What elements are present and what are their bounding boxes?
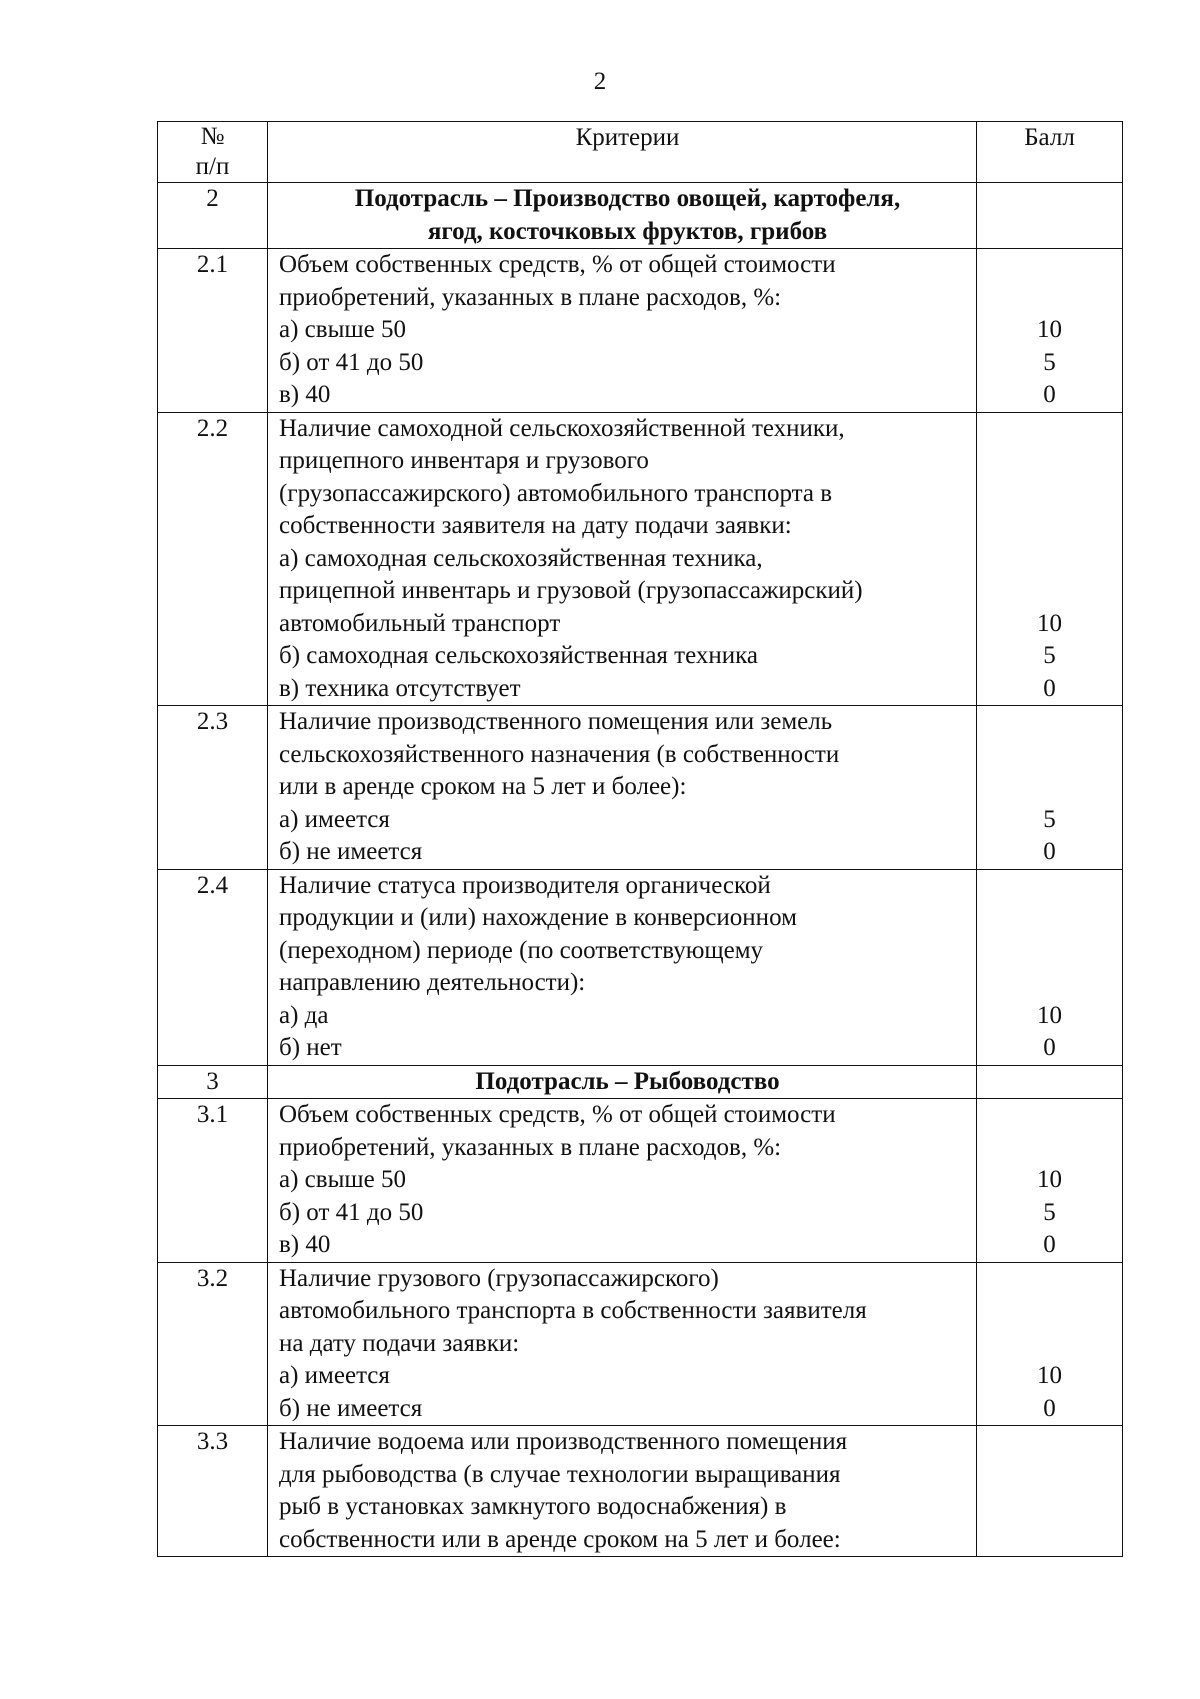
row-number: 3.1 — [158, 1099, 268, 1263]
points-value — [977, 1263, 1122, 1296]
criterion-line: Наличие грузового (грузопассажирского) — [279, 1264, 719, 1292]
points-cell — [977, 869, 1123, 1065]
points-cell — [977, 249, 1123, 413]
table-row — [158, 1426, 1123, 1557]
points-value — [977, 575, 1122, 608]
points-value: 10 — [1037, 1001, 1062, 1029]
points-value: 10 — [1037, 1362, 1062, 1389]
table-row — [158, 249, 1123, 413]
criterion-text — [268, 1262, 977, 1426]
criterion-line: а) свыше 50 — [279, 316, 406, 343]
points-value: 5 — [1043, 642, 1056, 669]
criterion-line: Подотрасль – Рыбоводство — [475, 1067, 780, 1095]
table-row — [158, 706, 1123, 870]
header-num: № п/п — [195, 123, 230, 180]
points-cell — [977, 1065, 1123, 1099]
header-points: Балл — [1024, 124, 1075, 151]
section-row — [158, 1065, 1123, 1099]
criterion-line: б) не имеется — [279, 838, 423, 865]
row-number: 2.1 — [158, 249, 268, 413]
table-row — [158, 1262, 1123, 1426]
points-value — [977, 543, 1122, 576]
criterion-line: приобретений, указанных в плане расходов, %: — [279, 1133, 782, 1161]
points-value — [977, 967, 1122, 1000]
points-cell — [977, 183, 1123, 249]
criterion-line: б) от 41 до 50 — [279, 348, 424, 376]
criteria-table — [157, 121, 1123, 1557]
header-criteria-cell — [268, 122, 977, 183]
criterion-line: Наличие водоема или производственного помещения — [279, 1428, 848, 1455]
points-value: 10 — [1037, 1166, 1062, 1193]
header-criteria: Критерии — [575, 124, 680, 151]
criterion-line: (грузопассажирского) автомобильного транспорта в — [279, 479, 833, 507]
section-row — [158, 183, 1123, 249]
criterion-line: (переходном) периоде (по соответствующему — [279, 936, 764, 964]
points-cell — [977, 412, 1123, 706]
points-value: 0 — [1043, 838, 1056, 865]
criterion-line: автомобильный транспорт — [279, 609, 561, 637]
points-value: 0 — [1043, 1231, 1056, 1258]
points-value: 0 — [1043, 381, 1056, 408]
points-value — [977, 771, 1122, 804]
criterion-line: собственности или в аренде сроком на 5 лет и более: — [279, 1525, 841, 1553]
criterion-line: прицепного инвентаря и грузового — [279, 447, 649, 474]
points-value — [977, 249, 1122, 282]
header-points-cell — [977, 122, 1123, 183]
points-value — [977, 935, 1122, 968]
points-value — [977, 902, 1122, 935]
points-value: 10 — [1037, 609, 1062, 637]
row-number: 2.2 — [158, 412, 268, 706]
row-number: 2.4 — [158, 869, 268, 1065]
points-value — [977, 445, 1122, 478]
points-value — [977, 282, 1122, 315]
points-value: 5 — [1043, 1198, 1056, 1226]
criterion-line: для рыбоводства (в случае технологии выращивания — [279, 1460, 841, 1488]
points-cell — [977, 1262, 1123, 1426]
criterion-line: или в аренде сроком на 5 лет и более): — [279, 773, 687, 800]
criterion-line: продукции и (или) нахождение в конверсионном — [279, 904, 797, 931]
row-number: 3 — [158, 1065, 268, 1099]
criterion-text — [268, 249, 977, 413]
criterion-line: сельскохозяйственного назначения (в собственности — [279, 740, 840, 768]
points-value — [977, 739, 1122, 772]
points-cell — [977, 1426, 1123, 1557]
criterion-line: автомобильного транспорта в собственности заявителя — [279, 1297, 867, 1324]
points-value — [977, 1491, 1122, 1524]
points-value — [977, 1328, 1122, 1361]
points-cell — [977, 706, 1123, 870]
criterion-line: Объем собственных средств, % от общей стоимости — [279, 251, 836, 278]
criterion-text — [268, 706, 977, 870]
criterion-line: а) имеется — [279, 805, 390, 833]
criterion-line: б) самоходная сельскохозяйственная техника — [279, 642, 758, 669]
criterion-line: ягод, косточковых фруктов, грибов — [427, 217, 828, 245]
table-row — [158, 1099, 1123, 1263]
points-value: 0 — [1043, 1034, 1056, 1061]
row-number: 2.3 — [158, 706, 268, 870]
table-header-row — [158, 122, 1123, 183]
criterion-line: в) 40 — [279, 381, 331, 408]
points-value — [977, 870, 1122, 903]
header-num-cell — [158, 122, 268, 183]
criterion-line: в) 40 — [279, 1231, 331, 1258]
points-value: 5 — [1043, 348, 1056, 376]
criterion-text — [268, 869, 977, 1065]
points-value — [977, 706, 1122, 739]
table-row — [158, 869, 1123, 1065]
criterion-line: собственности заявителя на дату подачи заявки: — [279, 512, 792, 539]
criterion-line: в) техника отсутствует — [279, 674, 521, 702]
criterion-line: а) имеется — [279, 1362, 390, 1389]
criterion-text — [268, 412, 977, 706]
criterion-text — [268, 1426, 977, 1557]
criterion-line: приобретений, указанных в плане расходов, %: — [279, 283, 782, 311]
criterion-line: Наличие производственного помещения или земель — [279, 708, 833, 735]
criterion-line: а) да — [279, 1001, 329, 1029]
criterion-text — [268, 1099, 977, 1263]
row-number: 3.2 — [158, 1262, 268, 1426]
points-value — [977, 1426, 1122, 1459]
criterion-line: а) самоходная сельскохозяйственная техника, — [279, 544, 763, 572]
page-number: 2 — [593, 68, 607, 95]
points-value — [977, 510, 1122, 543]
points-value: 0 — [1043, 674, 1056, 702]
criterion-line: прицепной инвентарь и грузовой (грузопассажирский) — [279, 577, 863, 604]
points-value — [977, 1132, 1122, 1165]
points-value — [977, 1099, 1122, 1132]
points-value: 0 — [1043, 1394, 1056, 1422]
criterion-line: б) не имеется — [279, 1394, 423, 1422]
row-number: 2 — [158, 183, 268, 249]
criterion-line: а) свыше 50 — [279, 1166, 406, 1193]
section-title — [268, 1065, 977, 1099]
criterion-line: б) нет — [279, 1034, 342, 1061]
criterion-line: на дату подачи заявки: — [279, 1329, 520, 1357]
criterion-line: направлению деятельности): — [279, 969, 586, 996]
points-value — [977, 1295, 1122, 1328]
criterion-line: рыб в установках замкнутого водоснабжения) в — [279, 1493, 787, 1520]
points-value: 5 — [1043, 805, 1056, 833]
criterion-line: б) от 41 до 50 — [279, 1198, 424, 1226]
criterion-line: Наличие самоходной сельскохозяйственной техники, — [279, 414, 845, 442]
criterion-line: Подотрасль – Производство овощей, картофеля, — [354, 185, 901, 212]
points-value — [977, 478, 1122, 511]
table-row — [158, 412, 1123, 706]
points-value — [977, 1524, 1122, 1557]
row-number: 3.3 — [158, 1426, 268, 1557]
points-value: 10 — [1037, 316, 1062, 343]
points-value — [977, 1459, 1122, 1492]
points-cell — [977, 1099, 1123, 1263]
section-title — [268, 183, 977, 249]
points-value — [977, 413, 1122, 446]
criterion-line: Наличие статуса производителя органической — [279, 871, 771, 899]
criterion-line: Объем собственных средств, % от общей стоимости — [279, 1101, 836, 1128]
